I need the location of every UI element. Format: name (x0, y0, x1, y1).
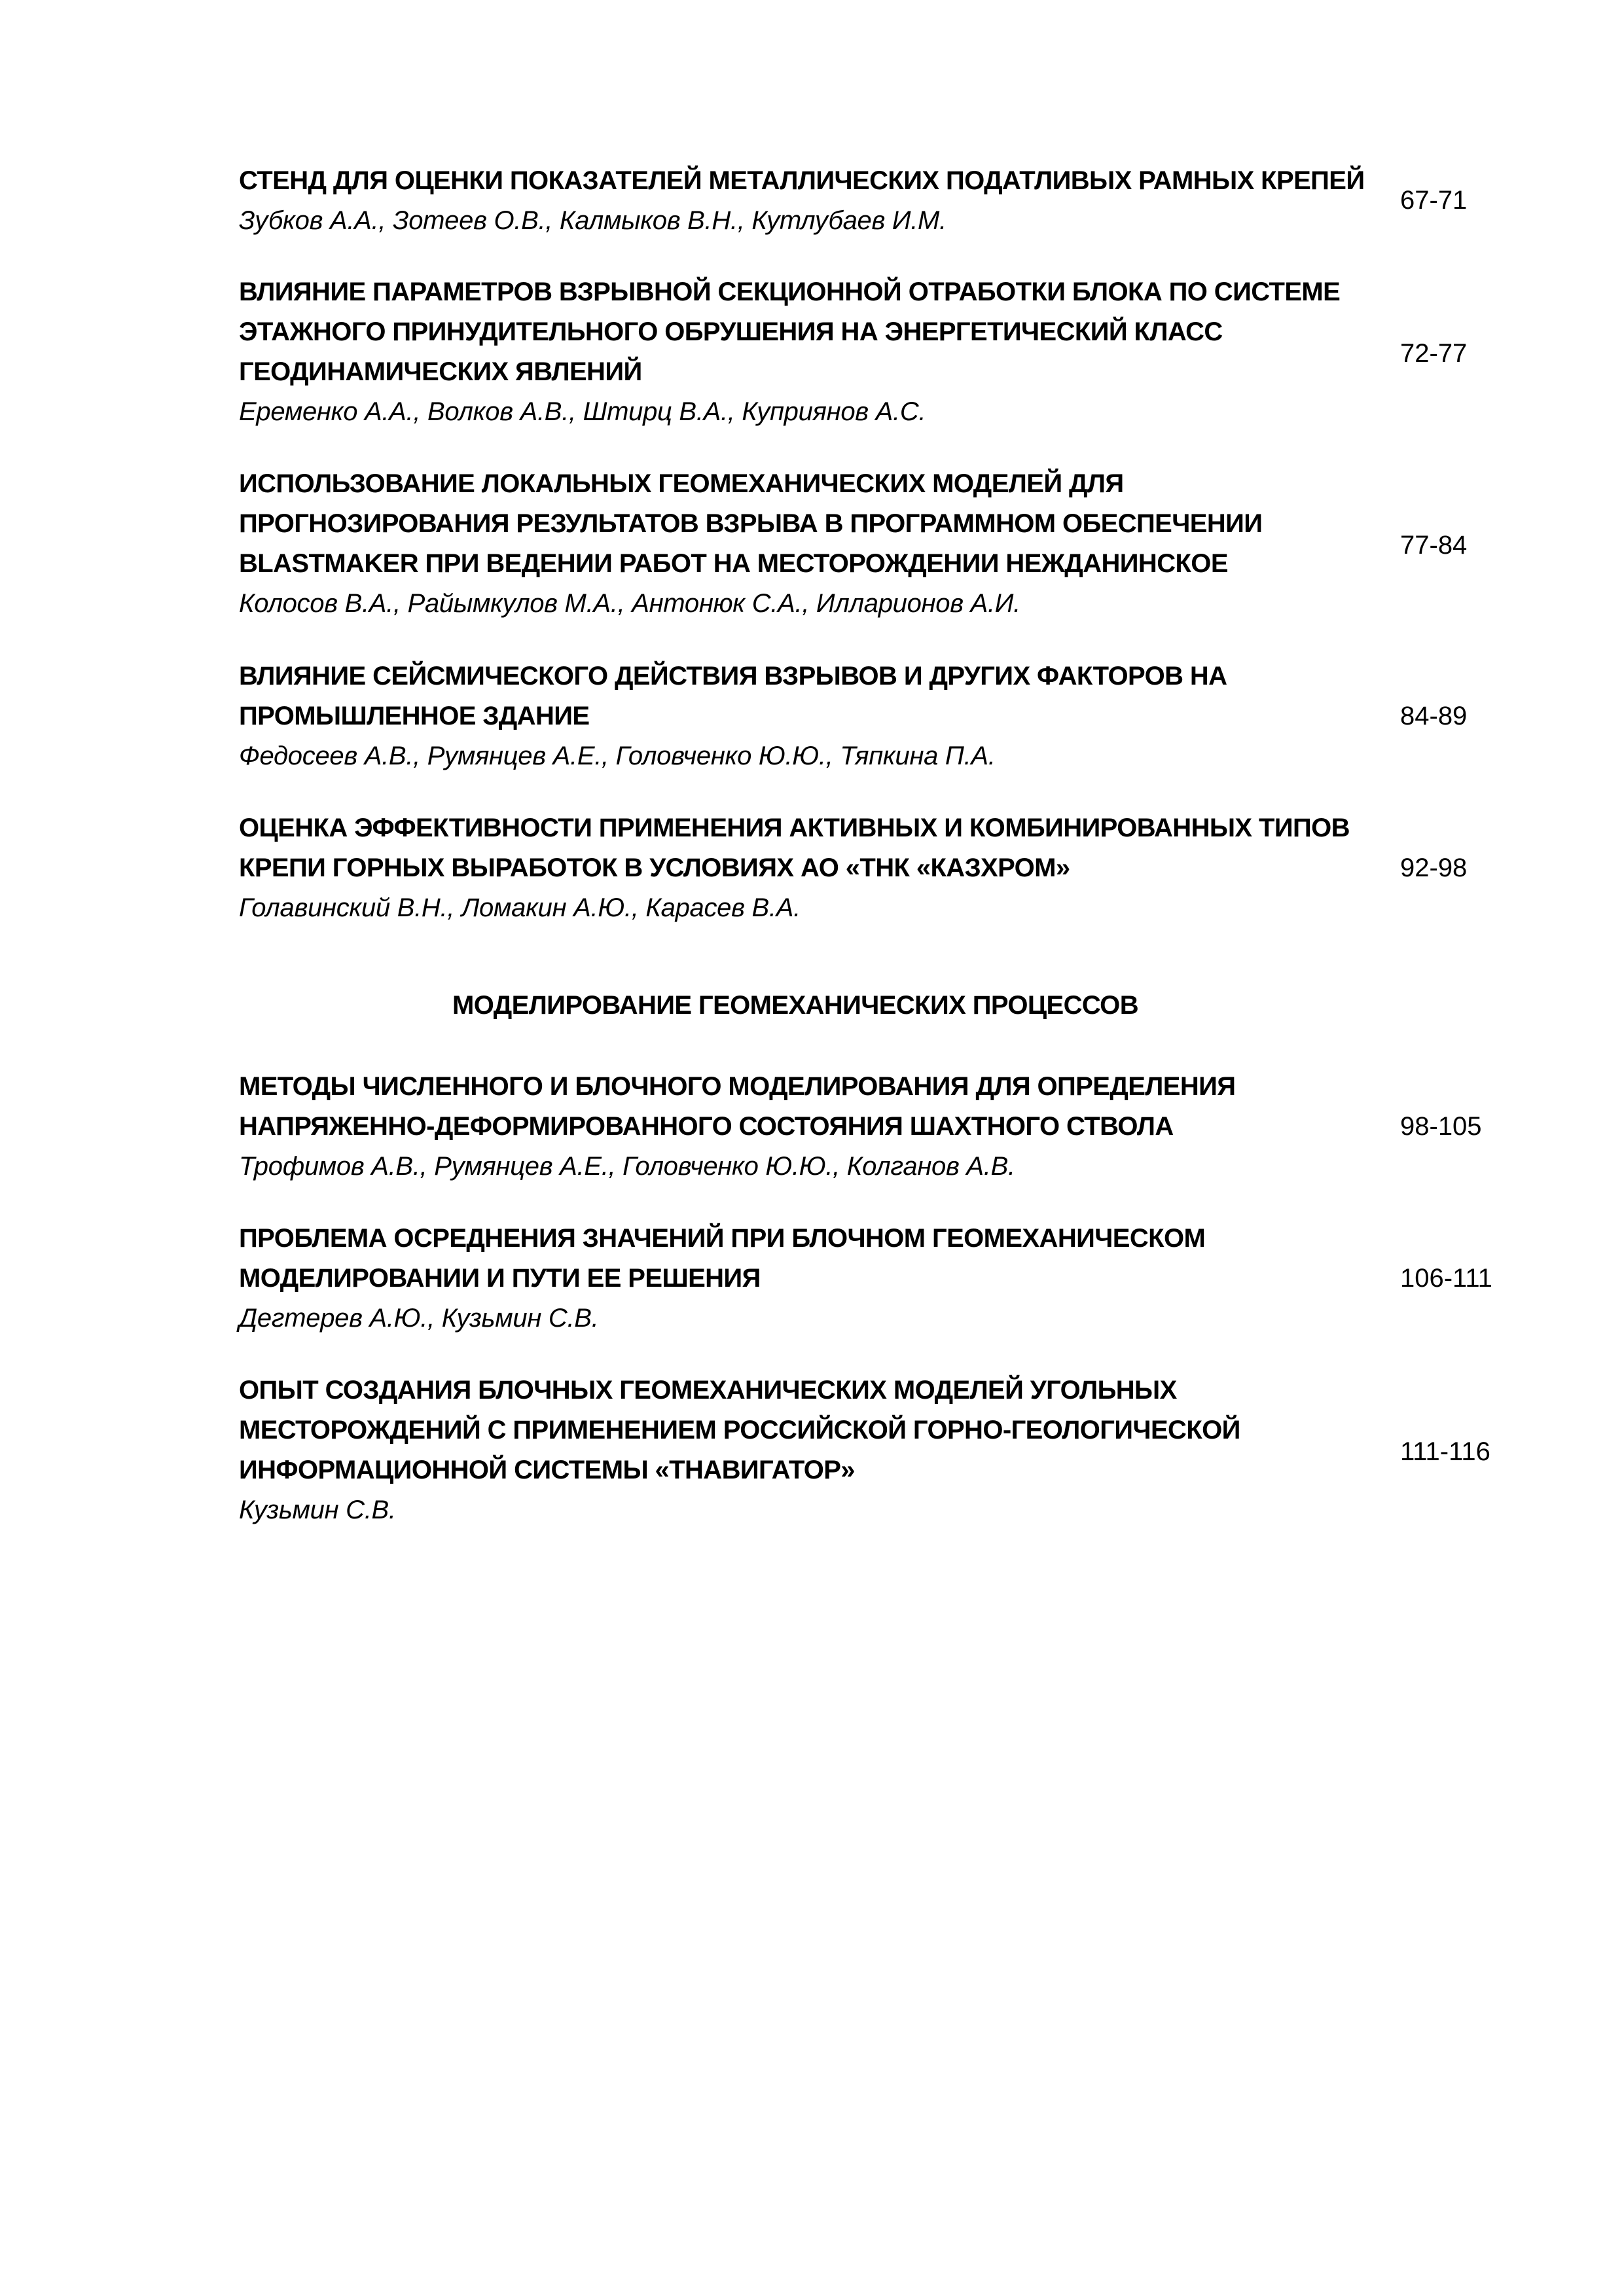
entry-title-line: МЕТОДЫ ЧИСЛЕННОГО И БЛОЧНОГО МОДЕЛИРОВАНИЯ ДЛЯ ОПРЕДЕЛЕНИЯ (239, 1072, 1236, 1101)
entry-pages: 92-98 (1400, 853, 1468, 882)
entry-authors: Еременко А.А., Волков А.В., Штирц В.А., Куприянов А.С. (239, 397, 926, 426)
entry-title (239, 1219, 1391, 1299)
entry-title-line: МЕСТОРОЖДЕНИЙ С ПРИМЕНЕНИЕМ РОССИЙСКОЙ ГОРНО-ГЕОЛОГИЧЕСКОЙ (239, 1416, 1240, 1444)
entry-title-line: МОДЕЛИРОВАНИИ И ПУТИ ЕЕ РЕШЕНИЯ (239, 1264, 761, 1293)
entry-authors: Дегтерев А.Ю., Кузьмин С.В. (239, 1304, 599, 1333)
entry-title-line: ОПЫТ СОЗДАНИЯ БЛОЧНЫХ ГЕОМЕХАНИЧЕСКИХ МОДЕЛЕЙ УГОЛЬНЫХ (239, 1376, 1177, 1405)
toc-entry (239, 1219, 1391, 1338)
entry-pages: 72-77 (1400, 339, 1468, 368)
entry-authors: Голавинский В.Н., Ломакин А.Ю., Карасев В.А. (239, 893, 801, 922)
entry-title-line: ПРОГНОЗИРОВАНИЯ РЕЗУЛЬТАТОВ ВЗРЫВА В ПРОГРАММНОМ ОБЕСПЕЧЕНИИ (239, 509, 1263, 538)
entry-pages: 67-71 (1400, 186, 1468, 215)
entry-title-line: НАПРЯЖЕННО-ДЕФОРМИРОВАННОГО СОСТОЯНИЯ ШАХТНОГО СТВОЛА (239, 1112, 1174, 1141)
toc-entry (239, 1371, 1391, 1530)
entry-title (239, 161, 1391, 201)
entry-title-line: ЭТАЖНОГО ПРИНУДИТЕЛЬНОГО ОБРУШЕНИЯ НА ЭНЕРГЕТИЧЕСКИЙ КЛАСС (239, 317, 1223, 346)
entry-pages: 84-89 (1400, 702, 1468, 730)
entry-authors: Трофимов А.В., Румянцев А.Е., Головченко Ю.Ю., Колганов А.В. (239, 1152, 1015, 1181)
entry-title-line: ИНФОРМАЦИОННОЙ СИСТЕМЫ «ТНАВИГАТОР» (239, 1456, 855, 1484)
entry-pages: 77-84 (1400, 531, 1468, 560)
entry-title-line: КРЕПИ ГОРНЫХ ВЫРАБОТОК В УСЛОВИЯХ АО «ТНК «КАЗХРОМ» (239, 853, 1070, 882)
entry-title-line: ИСПОЛЬЗОВАНИЕ ЛОКАЛЬНЫХ ГЕОМЕХАНИЧЕСКИХ МОДЕЛЕЙ ДЛЯ (239, 469, 1124, 498)
entry-authors: Колосов В.А., Райымкулов М.А., Антонюк С.А., Илларионов А.И. (239, 589, 1020, 618)
entry-title-line: ВЛИЯНИЕ ПАРАМЕТРОВ ВЗРЫВНОЙ СЕКЦИОННОЙ ОТРАБОТКИ БЛОКА ПО СИСТЕМЕ (239, 278, 1341, 306)
toc-entry (239, 464, 1391, 624)
entry-pages: 111-116 (1400, 1437, 1490, 1466)
toc-entry (239, 656, 1391, 776)
entry-title-line: СТЕНД ДЛЯ ОЦЕНКИ ПОКАЗАТЕЛЕЙ МЕТАЛЛИЧЕСКИХ ПОДАТЛИВЫХ РАМНЫХ КРЕПЕЙ (239, 166, 1365, 195)
entry-authors: Федосеев А.В., Румянцев А.Е., Головченко Ю.Ю., Тяпкина П.А. (239, 742, 996, 770)
entry-title (239, 1371, 1391, 1490)
section-heading: МОДЕЛИРОВАНИЕ ГЕОМЕХАНИЧЕСКИХ ПРОЦЕССОВ (452, 991, 1138, 1020)
entry-title-line: ОЦЕНКА ЭФФЕКТИВНОСТИ ПРИМЕНЕНИЯ АКТИВНЫХ И КОМБИНИРОВАННЫХ ТИПОВ (239, 814, 1350, 842)
entry-title (239, 808, 1391, 888)
entry-title-line: ВЛИЯНИЕ СЕЙСМИЧЕСКОГО ДЕЙСТВИЯ ВЗРЫВОВ И ДРУГИХ ФАКТОРОВ НА (239, 662, 1227, 691)
entry-pages: 98-105 (1400, 1112, 1482, 1141)
entry-title-line: ПРОМЫШЛЕННОЕ ЗДАНИЕ (239, 702, 590, 730)
entry-title-line: ПРОБЛЕМА ОСРЕДНЕНИЯ ЗНАЧЕНИЙ ПРИ БЛОЧНОМ ГЕОМЕХАНИЧЕСКОМ (239, 1224, 1206, 1253)
entry-title (239, 656, 1391, 736)
entry-pages: 106-111 (1400, 1264, 1492, 1293)
entry-title-line: BLASTMAKER ПРИ ВЕДЕНИИ РАБОТ НА МЕСТОРОЖДЕНИИ НЕЖДАНИНСКОЕ (239, 549, 1228, 578)
entry-title (239, 464, 1391, 584)
entry-title (239, 1067, 1391, 1147)
toc-entry (239, 161, 1391, 241)
entry-authors: Кузьмин С.В. (239, 1496, 396, 1524)
toc-entry (239, 1067, 1391, 1187)
toc-entry (239, 272, 1391, 432)
entry-title-line: ГЕОДИНАМИЧЕСКИХ ЯВЛЕНИЙ (239, 357, 642, 386)
toc-entry (239, 808, 1391, 928)
entry-authors: Зубков А.А., Зотеев О.В., Калмыков В.Н., Кутлубаев И.М. (239, 206, 947, 235)
entry-title (239, 272, 1391, 392)
